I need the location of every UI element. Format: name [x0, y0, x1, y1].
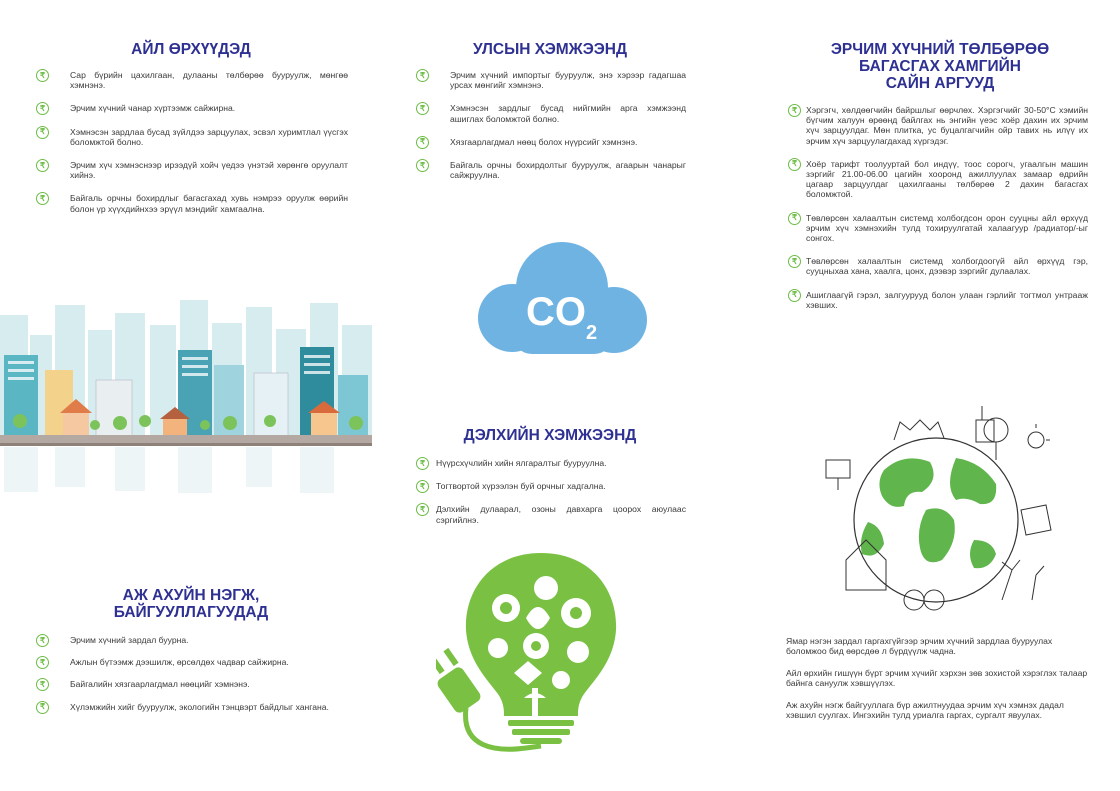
co2-label: CO — [526, 290, 586, 334]
leaf-bullet-icon: ₹ — [36, 678, 49, 691]
leaf-bullet-icon: ₹ — [36, 69, 49, 82]
leaf-bullet-icon: ₹ — [36, 126, 49, 139]
list-item: ₹ Хэмнэсэн зардлаа бусад зүйлдээ зарцуулах, эсвэл хуримтлал үүсгэх боломжтой болно. — [34, 127, 348, 147]
list-item: ₹ Ашиглаагүй гэрэл, залгуурууд болон улаан гэрлийг тогтмол унтрааж хэвших. — [786, 290, 1088, 310]
list-item: ₹ Эрчим хүчний чанар хүртээмж сайжирна. — [34, 103, 348, 113]
list-item: ₹ Нүүрсхүчлийн хийн ялгаралтыг бууруулна. — [414, 458, 686, 468]
leaf-bullet-icon: ₹ — [416, 159, 429, 172]
closing-section — [786, 636, 1088, 731]
leaf-bullet-icon: ₹ — [36, 192, 49, 205]
eco-lightbulb-illustration — [436, 548, 646, 758]
list-item: ₹ Байгаль орчны бохирдолтыг бууруулж, агаарын чанарыг сайжруулна. — [414, 160, 686, 180]
leaf-bullet-icon: ₹ — [36, 102, 49, 115]
leaf-bullet-icon: ₹ — [416, 69, 429, 82]
national-title: УЛСЫН ХЭМЖЭЭНД — [473, 41, 627, 58]
tips-title: ЭРЧИМ ХҮЧНИЙ ТӨЛБӨРӨӨ БАГАСГАХ ХАМГИЙН САЙН АРГУУД — [830, 41, 1050, 92]
leaf-bullet-icon: ₹ — [788, 158, 801, 171]
list-item: ₹ Ажлын бүтээмж дээшилж, өрсөлдөх чадвар сайжирна. — [34, 657, 348, 667]
business-list — [34, 635, 348, 712]
leaf-bullet-icon: ₹ — [416, 480, 429, 493]
leaf-bullet-icon: ₹ — [788, 255, 801, 268]
list-item: ₹ Хүлэмжийн хийг бууруулж, экологийн тэнцвэрт байдлыг хангана. — [34, 702, 348, 712]
list-item: ₹ Дэлхийн дулаарал, озоны давхарга цоорох аюулаас сэргийлнэ. — [414, 504, 686, 524]
globe-sketch-illustration — [806, 400, 1066, 625]
leaf-bullet-icon: ₹ — [36, 656, 49, 669]
global-list — [414, 458, 686, 525]
closing-paragraph: Айл өрхийн гишүүн бүрт эрчим хүчийг хэрхэн зөв зохистой хэрэглэх талаар байнга сануулж хэвшүүлэх. — [786, 667, 1088, 689]
list-item: ₹ Эрчим хүч хэмнэснээр ирээдүй хойч үедээ үнэтэй хөрөнгө оруулалт хийнэ. — [34, 160, 348, 180]
list-item: ₹ Хэмнэсэн зардлыг бусад нийгмийн арга хэмжээнд ашиглах боломжтой болно. — [414, 103, 686, 123]
leaf-bullet-icon: ₹ — [36, 634, 49, 647]
tips-section — [786, 0, 1088, 323]
global-section — [414, 0, 686, 538]
leaf-bullet-icon: ₹ — [416, 457, 429, 470]
leaf-bullet-icon: ₹ — [416, 102, 429, 115]
list-item: ₹ Байгалийн хязгаарлагдмал нөөцийг хэмнэнэ. — [34, 679, 348, 689]
list-item: ₹ Төвлөрсөн халаалтын системд холбогдсон орон сууцны айл өрхүүд эрчим хүч хэмнэхийн тулд тохируулгатай халаагуур /радиатор/-ыг сонгох. — [786, 213, 1088, 244]
leaf-bullet-icon: ₹ — [416, 136, 429, 149]
list-item: ₹ Хэргэгч, хөлдөөгчийн байршлыг өөрчлөх. Хэргэгчийг 30-50°C хэмийн бүгчим халуун өрөөнд байлгах нь энгийн үеэс хоёр дахин их эрчим хүч зарцуулдаг. Мөн плитка, ус буцалгагчийн ойр тавих нь илүү их эрчим хүч зарцуулагдахад хүргэдэг. — [786, 105, 1088, 146]
list-item: ₹ Хоёр тарифт тоолууртай бол индүү, тоос сорогч, угаалгын машин зэргийг 21.00-06.00 цагийн хооронд ажиллуулах замаар өдрийн цагаар зарцуулдаг цахилгааны төлбөрөө 2 дахин багасгах боломжтой. — [786, 159, 1088, 200]
leaf-bullet-icon: ₹ — [416, 503, 429, 516]
list-item: ₹ Тогтвортой хүрээлэн буй орчныг хадгална. — [414, 481, 686, 491]
tips-list — [786, 105, 1088, 310]
list-item: ₹ Байгаль орчны бохирдлыг багасгахад хувь нэмрээ оруулж өөрийн болон үр хүүхдийнхээ эрүүл мэндийг хамгаална. — [34, 193, 348, 213]
leaf-bullet-icon: ₹ — [36, 701, 49, 714]
list-item: ₹ Хязгаарлагдмал нөөц болох нүүрсийг хэмнэнэ. — [414, 137, 686, 147]
co2-subscript: 2 — [586, 322, 598, 344]
closing-paragraph: Ямар нэгэн зардал гаргахгүйгээр эрчим хүчний зардлаа бууруулах боломжоо бид өөрсдөө л бүрдүүлж чадна. — [786, 636, 1053, 657]
list-item: ₹ Эрчим хүчний импортыг бууруулж, энэ хэрээр гадагшаа урсах мөнгийг хэмнэнэ. — [414, 70, 686, 90]
business-title: АЖ АХУЙН НЭГЖ, БАЙГУУЛЛАГУУДАД — [113, 587, 269, 621]
leaf-bullet-icon: ₹ — [788, 289, 801, 302]
leaf-bullet-icon: ₹ — [788, 104, 801, 117]
household-title: АЙЛ ӨРХҮҮДЭД — [131, 41, 251, 58]
business-section — [34, 0, 348, 724]
leaf-bullet-icon: ₹ — [788, 212, 801, 225]
closing-paragraph: Аж ахуйн нэгж байгууллага бүр ажилтнуудаа эрчим хүч хэмнэх дадал хэвшил суулгах. Ингэхийн тулд уриалга гаргах, сургалт явуулах. — [786, 699, 1064, 721]
leaf-bullet-icon: ₹ — [36, 159, 49, 172]
list-item: ₹ Сар бүрийн цахилгаан, дулааны төлбөрөө бууруулж, мөнгөө хэмнэнэ. — [34, 70, 348, 90]
list-item: ₹ Төвлөрсөн халаалтын системд холбогдоогүй айл өрхүүд гэр, сууцныхаа хана, хаалга, цонх, дээвэр зэргийг дулаалах. — [786, 256, 1088, 276]
list-item: ₹ Эрчим хүчний зардал буурна. — [34, 635, 348, 645]
global-title: ДЭЛХИЙН ХЭМЖЭЭНД — [463, 427, 637, 444]
